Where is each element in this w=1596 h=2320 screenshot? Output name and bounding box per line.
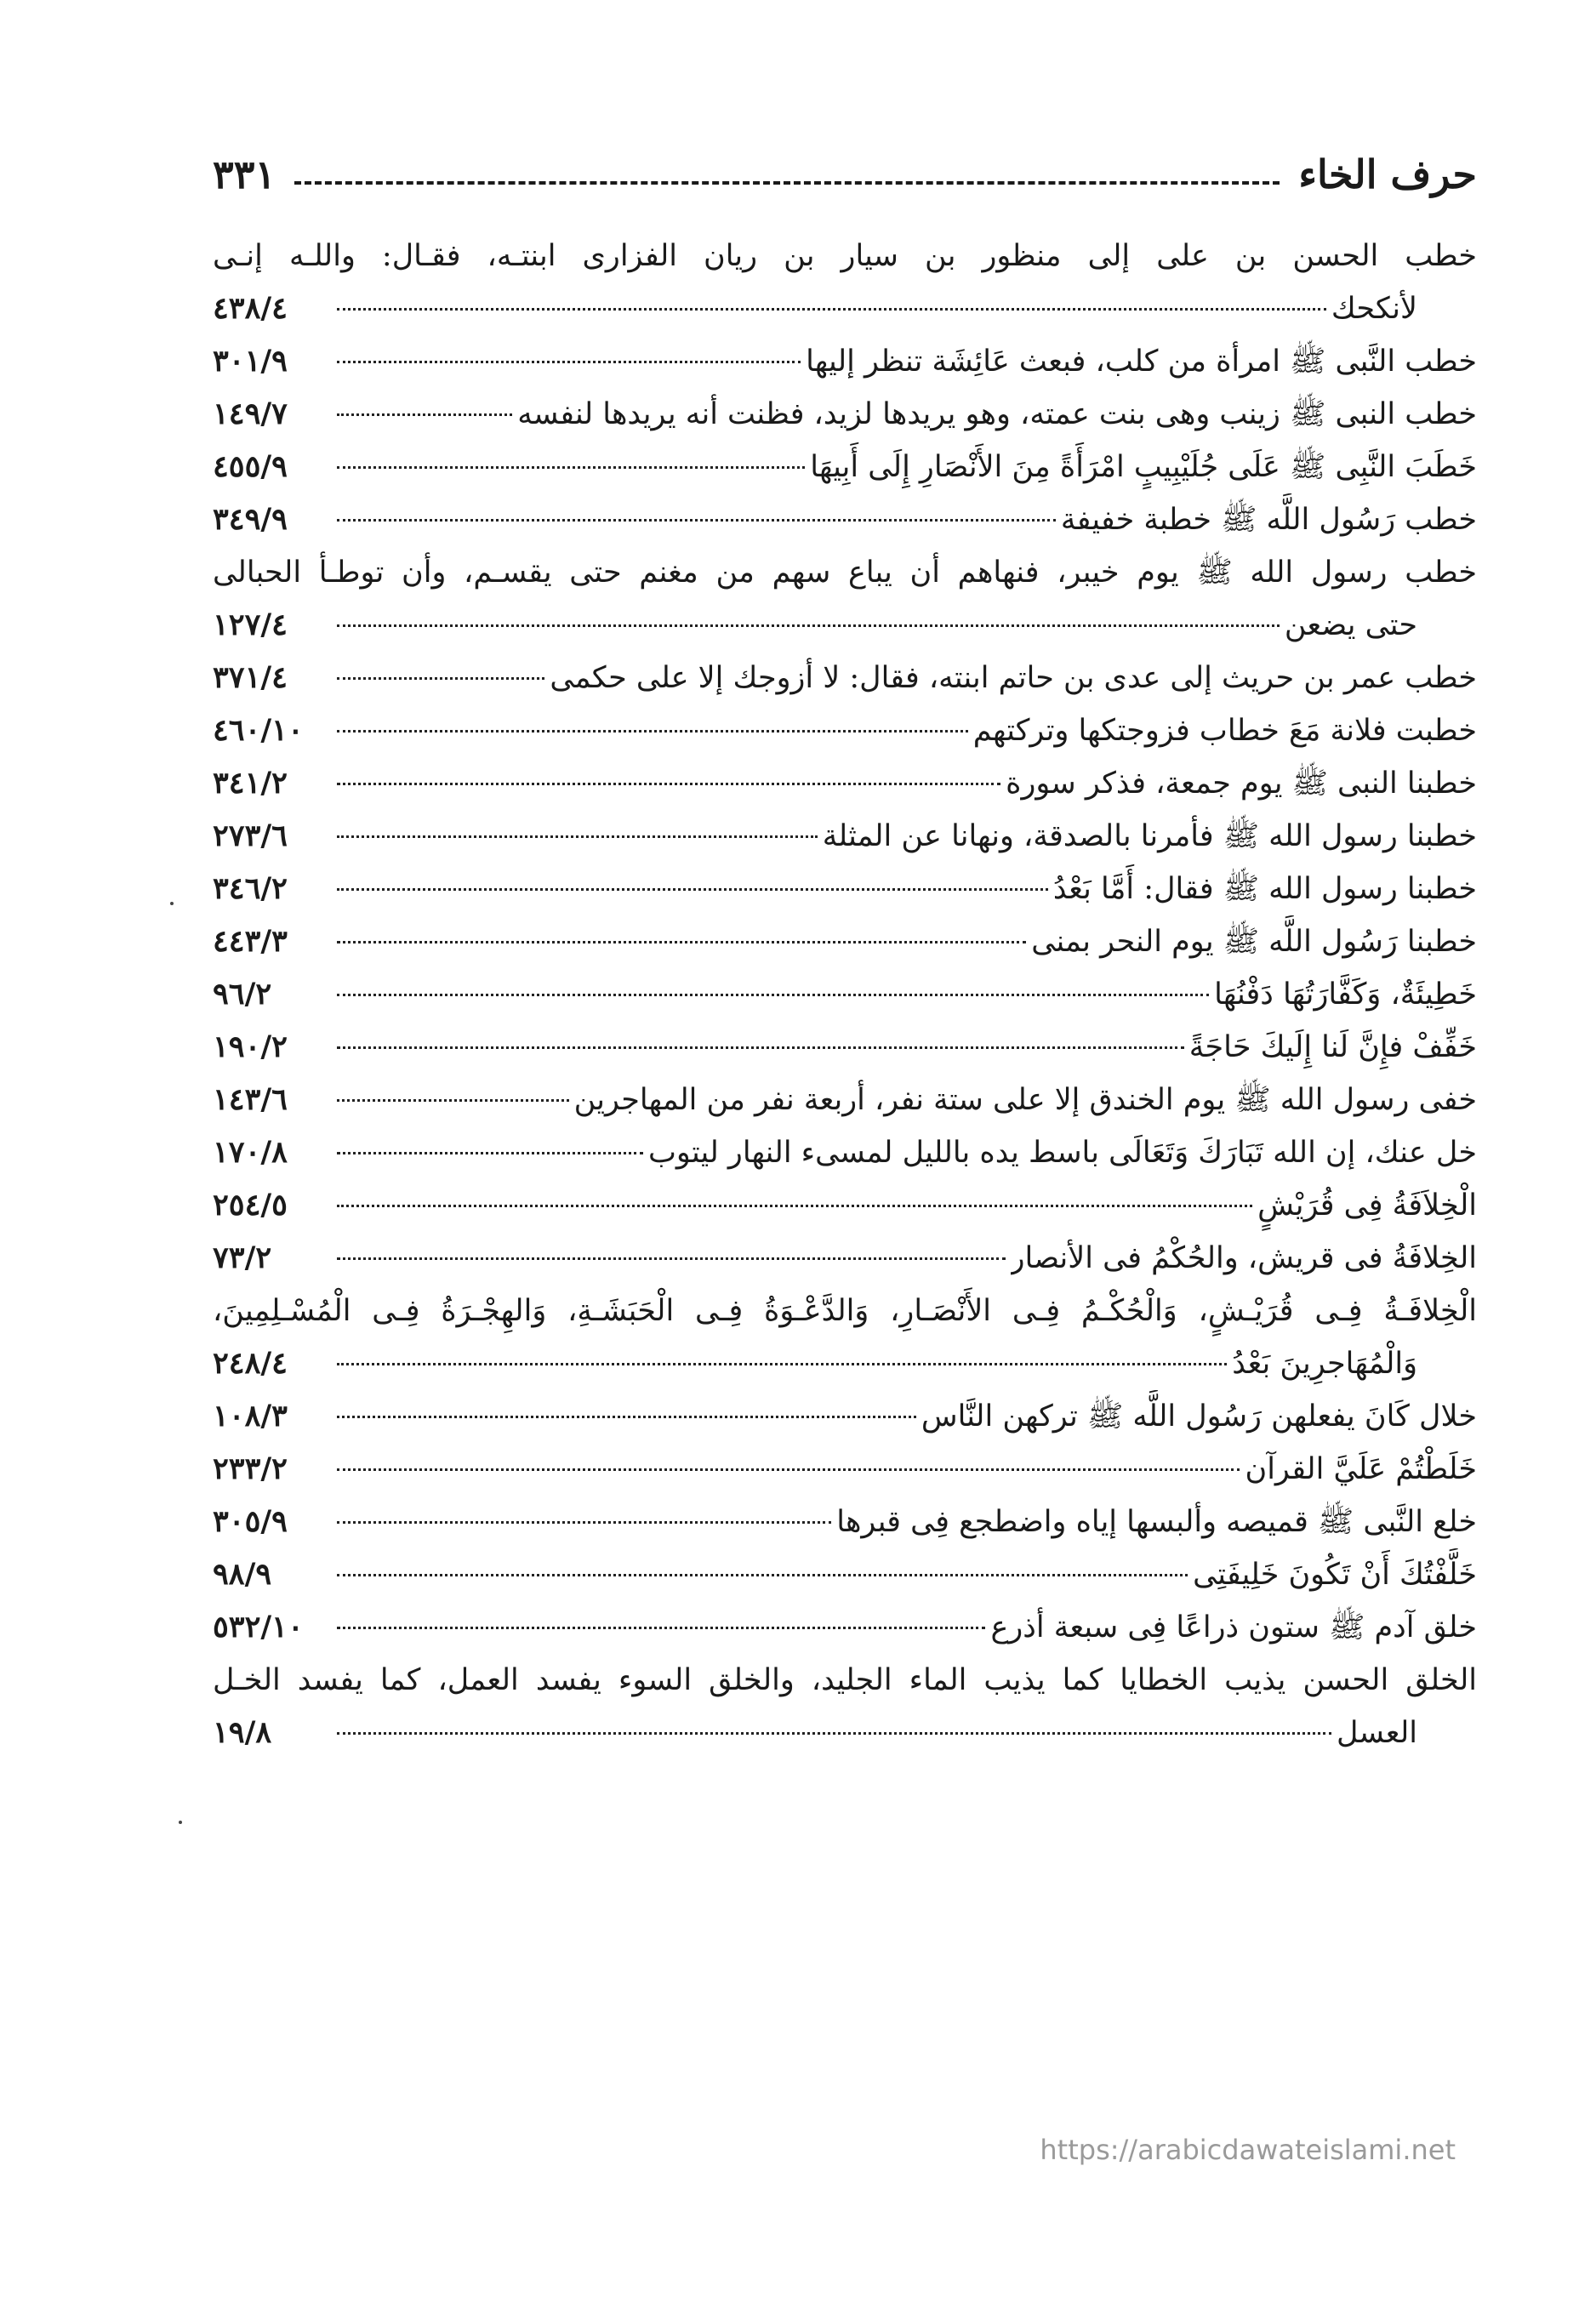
dot-leader xyxy=(337,1732,1331,1735)
entry-text: خطبت فلانة مَعَ خطاب فزوجتكها وتركتهم xyxy=(972,714,1477,748)
entry-row xyxy=(213,1443,1477,1496)
volume-page-reference: ٣٤٩/٩ xyxy=(213,502,288,537)
index-entry xyxy=(213,1601,1477,1654)
index-entry xyxy=(213,1232,1477,1285)
watermark[interactable]: https://arabicdawateislami.net xyxy=(1040,2134,1456,2166)
entry-row xyxy=(213,1337,1477,1390)
volume-page-reference: ١٤٩/٧ xyxy=(213,396,288,431)
entry-row xyxy=(213,757,1477,810)
entry-row xyxy=(213,968,1477,1021)
dot-leader xyxy=(337,888,1048,891)
volume-page-reference: ٧٣/٢ xyxy=(213,1240,272,1275)
index-entry xyxy=(213,863,1477,915)
index-entry xyxy=(213,1496,1477,1548)
entry-text: خَلَطْتُمْ عَلَيَّ القرآن xyxy=(1245,1452,1477,1486)
index-entry xyxy=(213,1390,1477,1443)
header-title: حرف الخاء xyxy=(1298,151,1477,197)
index-entry xyxy=(213,652,1477,704)
volume-page-reference: ٣٠٥/٩ xyxy=(213,1504,288,1539)
entry-row xyxy=(213,1601,1477,1654)
entry-text: خلع النَّبى ﷺ قميصه وألبسها إياه واضطجع فِى قبرها xyxy=(836,1505,1477,1539)
entry-text: خَلَّفْتُكَ أَنْ تَكُونَ خَلِيفَتِى xyxy=(1193,1558,1477,1592)
page-number: ٣٣١ xyxy=(213,151,276,197)
dot-leader xyxy=(337,783,1000,785)
index-entry xyxy=(213,968,1477,1021)
index-entry xyxy=(213,441,1477,493)
entry-row xyxy=(213,335,1477,388)
dot-leader xyxy=(337,835,818,838)
volume-page-reference: ٤٦٠/١٠ xyxy=(213,713,304,748)
entry-row xyxy=(213,1179,1477,1232)
index-entry xyxy=(213,1179,1477,1232)
index-entry xyxy=(213,546,1477,652)
entry-row xyxy=(213,652,1477,704)
index-entry xyxy=(213,810,1477,863)
volume-page-reference: ١٤٣/٦ xyxy=(213,1082,288,1117)
entry-text: خَطَبَ النَّبِى ﷺ عَلَى جُلَيْبِيبٍ امْرَأَةً مِنَ الأَنْصَارِ إِلَى أَبِيهَا xyxy=(810,450,1477,484)
entry-text: خفى رسول الله ﷺ يوم الخندق إلا على ستة نفر، أربعة نفر من المهاجرين xyxy=(573,1083,1477,1117)
entry-row xyxy=(213,1074,1477,1126)
entry-text: خطب النَّبى ﷺ امرأة من كلب، فبعث عَائِشَة تنظر إليها xyxy=(806,345,1477,379)
volume-page-reference: ٣٤١/٢ xyxy=(213,766,288,801)
volume-page-reference: ١٢٧/٤ xyxy=(213,607,288,642)
volume-page-reference: ٩٦/٢ xyxy=(213,977,272,1012)
dot-leader xyxy=(337,519,1056,522)
entry-text: خَفِّفْ فإِنَّ لَنا إِلَيكَ حَاجَةً xyxy=(1188,1030,1477,1064)
dot-leader xyxy=(337,1627,985,1629)
entry-row xyxy=(213,1496,1477,1548)
scan-speck xyxy=(170,902,174,905)
index-entry xyxy=(213,1654,1477,1759)
volume-page-reference: ١٩/٨ xyxy=(213,1715,272,1750)
index-entry xyxy=(213,1074,1477,1126)
entry-text: خطبنا رَسُول اللَّه ﷺ يوم النحر بمنى xyxy=(1031,925,1477,959)
dot-leader xyxy=(337,624,1280,627)
index-entry xyxy=(213,388,1477,441)
volume-page-reference: ١٧٠/٨ xyxy=(213,1135,288,1170)
entry-text: حتى يضعن xyxy=(1284,608,1417,642)
entry-row xyxy=(213,599,1477,652)
entry-text: لأنكحك xyxy=(1331,292,1417,326)
entry-text-line: الْخِلافَـةُ فِـى قُرَيْـشٍ، وَالْحُكْـمُ فِـى الأَنْصَـارِ، وَالدَّعْـوَةُ فِـى الْحَبَشَـةِ، وَالهِجْـرَةُ فِـى الْمُسْـلِمِينَ، xyxy=(213,1294,1477,1328)
dot-leader xyxy=(337,1363,1227,1365)
scan-speck xyxy=(179,1821,182,1824)
dot-leader xyxy=(337,1468,1240,1471)
index-entry xyxy=(213,1443,1477,1496)
volume-page-reference: ٤٥٥/٩ xyxy=(213,449,288,484)
dot-leader xyxy=(337,308,1326,311)
dot-leader xyxy=(337,994,1209,996)
dot-leader xyxy=(337,677,544,680)
entry-text: خطبنا رسول الله ﷺ فأمرنا بالصدقة، ونهانا عن المثلة xyxy=(822,819,1477,853)
entry-text: خلال كَانَ يفعلهن رَسُول اللَّه ﷺ تركهن النَّاس xyxy=(921,1399,1477,1434)
index-entry xyxy=(213,915,1477,968)
index-entry xyxy=(213,230,1477,335)
entry-row xyxy=(213,441,1477,493)
entry-text: خطبنا رسول الله ﷺ فقال: أَمَّا بَعْدُ xyxy=(1052,872,1477,906)
entry-text: الْخِلاَفَةُ فِى قُرَيْشٍ xyxy=(1257,1189,1477,1223)
volume-page-reference: ٤٤٣/٣ xyxy=(213,924,288,959)
dot-leader xyxy=(337,1521,831,1524)
dot-leader xyxy=(337,361,801,363)
entry-row xyxy=(213,282,1477,335)
dot-leader xyxy=(337,1152,643,1154)
volume-page-reference: ٩٨/٩ xyxy=(213,1557,272,1592)
entry-text: خل عنك، إن الله تَبَارَكَ وَتَعَالَى باسط يده بالليل لمسىء النهار ليتوب xyxy=(647,1136,1477,1170)
entry-text: وَالْمُهَاجرِينَ بَعْدُ xyxy=(1232,1347,1417,1381)
entry-text: العسل xyxy=(1336,1716,1417,1750)
dot-leader xyxy=(337,730,968,732)
volume-page-reference: ١٠٨/٣ xyxy=(213,1399,288,1434)
entry-text-line: خطب الحسن بن على إلى منظور بن سيار بن ريان الفزارى ابنتـه، فقـال: واللـه إنـى xyxy=(213,239,1477,273)
volume-page-reference: ٣٧١/٤ xyxy=(213,660,288,695)
index-entry xyxy=(213,1548,1477,1601)
index-entry xyxy=(213,1021,1477,1074)
index-entry xyxy=(213,335,1477,388)
entry-row xyxy=(213,810,1477,863)
index-entry xyxy=(213,493,1477,546)
volume-page-reference: ٤٣٨/٤ xyxy=(213,291,288,326)
entry-row xyxy=(213,388,1477,441)
entry-row xyxy=(213,493,1477,546)
volume-page-reference: ٣٤٦/٢ xyxy=(213,871,288,906)
dot-leader xyxy=(337,1574,1188,1576)
entry-text: الخِلافَةُ فى قريش، والحُكْمُ فى الأنصار xyxy=(1010,1241,1477,1275)
entry-row xyxy=(213,1548,1477,1601)
volume-page-reference: ٥٣٢/١٠ xyxy=(213,1610,304,1645)
volume-page-reference: ٢٤٨/٤ xyxy=(213,1346,288,1381)
entry-text: خَطِيئَةٌ، وَكَفَّارَتُهَا دَفْنُهَا xyxy=(1214,978,1477,1012)
volume-page-reference: ٢٣٣/٢ xyxy=(213,1451,288,1486)
entry-row xyxy=(213,1232,1477,1285)
dot-leader xyxy=(337,941,1026,943)
entry-row xyxy=(213,915,1477,968)
index-entry xyxy=(213,704,1477,757)
index-entry xyxy=(213,1285,1477,1390)
entry-row xyxy=(213,704,1477,757)
dot-leader xyxy=(337,413,512,416)
entry-row xyxy=(213,863,1477,915)
entry-row xyxy=(213,1390,1477,1443)
index-entry xyxy=(213,1126,1477,1179)
dot-leader xyxy=(337,1046,1184,1049)
volume-page-reference: ١٩٠/٢ xyxy=(213,1029,288,1064)
entry-text: خطبنا النبى ﷺ يوم جمعة، فذكر سورة xyxy=(1006,767,1477,801)
index-entries xyxy=(213,230,1477,1759)
entry-text: خلق آدم ﷺ ستون ذراعًا فِى سبعة أذرع xyxy=(990,1610,1477,1645)
volume-page-reference: ٣٠١/٩ xyxy=(213,344,288,379)
dot-leader xyxy=(337,466,805,469)
entry-text-line: الخلق الحسن يذيب الخطايا كما يذيب الماء الجليد، والخلق السوء يفسد العمل، كما يفسد الخـل xyxy=(213,1663,1477,1697)
page-header xyxy=(213,145,1477,204)
entry-text: خطب رَسُول اللَّه ﷺ خطبة خفيفة xyxy=(1060,503,1477,537)
entry-row xyxy=(213,1126,1477,1179)
header-dashes xyxy=(294,181,1280,185)
volume-page-reference: ٢٧٣/٦ xyxy=(213,818,288,853)
entry-text-line: خطب رسول الله ﷺ يوم خيبر، فنهاهم أن يباع سهم من مغنم حتى يقسـم، وأن توطـأ الحبالى xyxy=(213,556,1477,590)
entry-row xyxy=(213,1021,1477,1074)
volume-page-reference: ٢٥٤/٥ xyxy=(213,1188,288,1223)
dot-leader xyxy=(337,1099,569,1102)
index-entry xyxy=(213,757,1477,810)
dot-leader xyxy=(337,1416,916,1418)
entry-text: خطب عمر بن حريث إلى عدى بن حاتم ابنته، فقال: لا أزوجك إلا على حكمى xyxy=(550,661,1477,695)
dot-leader xyxy=(337,1205,1252,1207)
entry-row xyxy=(213,1707,1477,1759)
entry-text: خطب النبى ﷺ زينب وهى بنت عمته، وهو يريدها لزيد، فظنت أنه يريدها لنفسه xyxy=(517,397,1477,431)
dot-leader xyxy=(337,1257,1006,1260)
